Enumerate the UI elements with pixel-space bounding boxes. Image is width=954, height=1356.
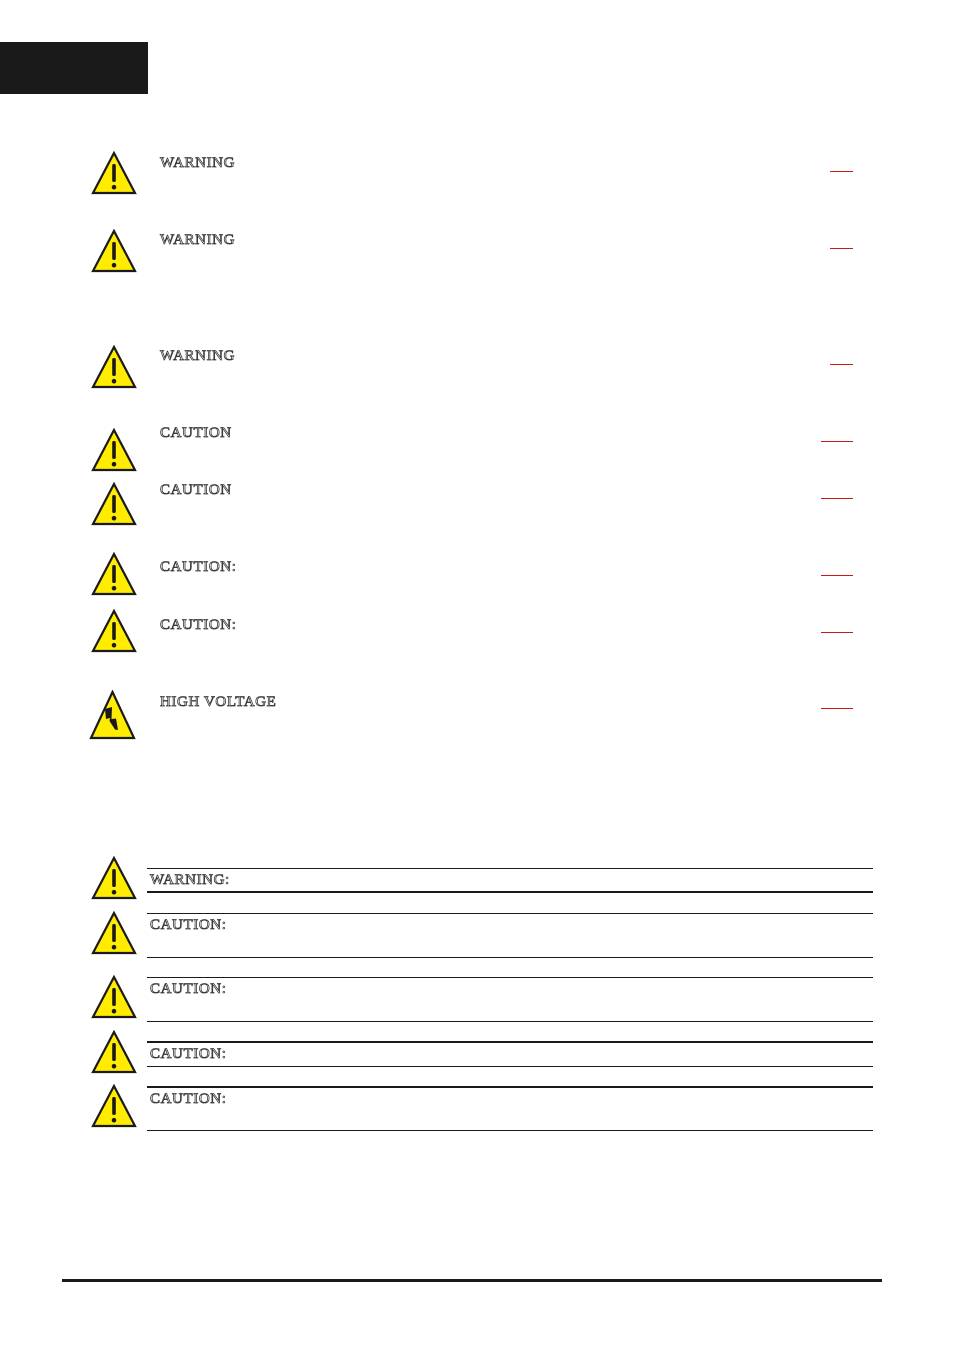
caution-label: CAUTION: [160,617,237,633]
page-reference-mark[interactable] [830,248,853,249]
caution-label: CAUTION: [150,1046,227,1062]
chapter-tab-block [0,42,148,94]
high-voltage-icon [89,690,136,740]
table-rule [147,957,873,958]
warning-triangle-icon [91,482,137,526]
warning-triangle-icon [91,1030,137,1074]
warning-triangle-icon [91,609,137,653]
warning-label: WARNING [160,232,236,248]
table-rule [147,1130,873,1131]
table-rule [147,868,873,869]
table-rule [147,1041,873,1043]
warning-triangle-icon [91,911,137,955]
caution-label: CAUTION [160,425,232,441]
warning-triangle-icon [91,856,137,900]
page-reference-mark[interactable] [821,708,853,709]
caution-label: CAUTION: [150,981,227,997]
warning-triangle-icon [91,1084,137,1128]
warning-triangle-icon [91,229,137,273]
caution-label: CAUTION: [150,917,227,933]
page-reference-mark[interactable] [821,498,853,499]
page-reference-mark[interactable] [830,364,853,365]
warning-triangle-icon [91,975,137,1019]
page-reference-mark[interactable] [830,171,853,172]
table-rule [147,1021,873,1022]
caution-label: CAUTION: [160,559,237,575]
warning-triangle-icon [91,345,137,389]
page-reference-mark[interactable] [821,441,853,442]
warning-triangle-icon [91,552,137,596]
table-rule [147,977,873,978]
warning-triangle-icon [91,151,137,195]
warning-triangle-icon [91,428,137,472]
table-rule [147,1066,873,1067]
warning-label: WARNING: [150,872,230,888]
warning-label: WARNING [160,348,236,364]
caution-label: CAUTION [160,482,232,498]
table-rule [147,891,873,893]
page-reference-mark[interactable] [821,632,853,633]
high-voltage-label: HIGH VOLTAGE [160,694,277,710]
footer-rule [62,1279,882,1282]
caution-label: CAUTION: [150,1091,227,1107]
warning-label: WARNING [160,155,236,171]
table-rule [147,913,873,914]
page-reference-mark[interactable] [821,575,853,576]
table-rule [147,1086,873,1088]
